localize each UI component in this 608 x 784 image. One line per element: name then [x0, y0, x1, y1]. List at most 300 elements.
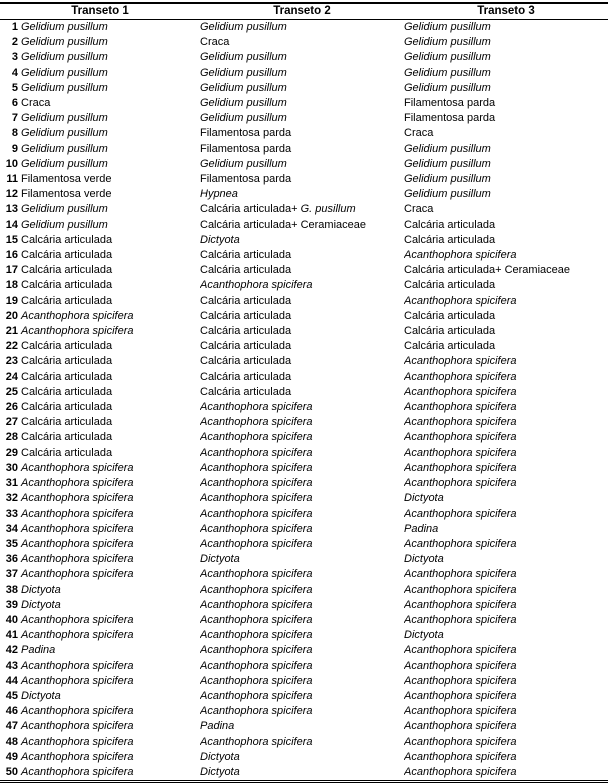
- species-text: Calcária articulada+ Ceramiaceae: [404, 264, 570, 277]
- species-text: Calcária articulada+: [200, 203, 301, 216]
- cell-transeto-1: [0, 172, 200, 187]
- table-row: [0, 278, 608, 293]
- cell-transeto-2: [200, 202, 404, 217]
- header-transeto-3: Transeto 3: [404, 3, 608, 20]
- cell-transeto-3: [404, 400, 608, 415]
- table-row: [0, 111, 608, 126]
- cell-transeto-2: [200, 233, 404, 248]
- species-text: Calcária articulada: [21, 431, 113, 444]
- table-row: [0, 704, 608, 719]
- species-text: Acanthophora spicifera: [404, 446, 517, 459]
- species-text: Dictyota: [200, 765, 240, 778]
- species-text: Padina: [21, 644, 56, 657]
- cell-transeto-2: [200, 126, 404, 141]
- species-text: Calcária articulada: [200, 340, 292, 353]
- cell-transeto-3: [404, 704, 608, 719]
- species-text: Calcária articulada: [21, 249, 113, 262]
- species-text: Acanthophora spicifera: [200, 416, 313, 429]
- cell-transeto-2: [200, 537, 404, 552]
- table-row: [0, 613, 608, 628]
- cell-transeto-2: [200, 35, 404, 50]
- species-text: Acanthophora spicifera: [404, 385, 517, 398]
- species-text: Filamentosa parda: [200, 173, 292, 186]
- species-text: Craca: [404, 203, 434, 216]
- row-number: 14: [5, 218, 18, 231]
- cell-transeto-3: [404, 476, 608, 491]
- species-text: Filamentosa parda: [404, 97, 496, 110]
- cell-transeto-1: [0, 263, 200, 278]
- cell-transeto-2: [200, 157, 404, 172]
- table-row: [0, 400, 608, 415]
- cell-transeto-3: [404, 765, 608, 782]
- cell-transeto-1: [0, 157, 200, 172]
- cell-transeto-3: [404, 354, 608, 369]
- cell-transeto-3: [404, 172, 608, 187]
- row-number: 6: [11, 97, 18, 110]
- cell-transeto-3: [404, 248, 608, 263]
- row-number: 9: [11, 142, 18, 155]
- cell-transeto-2: [200, 263, 404, 278]
- species-text: Dictyota: [21, 689, 61, 702]
- species-text: Acanthophora spicifera: [21, 765, 134, 778]
- table-row: [0, 309, 608, 324]
- species-text: Calcária articulada: [21, 446, 113, 459]
- cell-transeto-3: [404, 233, 608, 248]
- row-number: 23: [5, 355, 18, 368]
- cell-transeto-2: [200, 689, 404, 704]
- row-number: 19: [5, 294, 18, 307]
- species-text: Acanthophora spicifera: [21, 720, 134, 733]
- cell-transeto-1: [0, 750, 200, 765]
- row-number: 7: [11, 112, 18, 125]
- species-text: Acanthophora spicifera: [404, 249, 517, 262]
- row-number: 49: [5, 750, 18, 763]
- species-text: Calcária articulada: [21, 416, 113, 429]
- cell-transeto-2: [200, 324, 404, 339]
- cell-transeto-3: [404, 96, 608, 111]
- table-row: [0, 202, 608, 217]
- cell-transeto-1: [0, 567, 200, 582]
- table-row: [0, 50, 608, 65]
- species-text: Acanthophora spicifera: [200, 735, 313, 748]
- species-text: Acanthophora spicifera: [21, 659, 134, 672]
- cell-transeto-1: [0, 507, 200, 522]
- species-text: Acanthophora spicifera: [200, 629, 313, 642]
- row-number: 47: [5, 720, 18, 733]
- cell-transeto-1: [0, 628, 200, 643]
- cell-transeto-3: [404, 20, 608, 36]
- cell-transeto-3: [404, 278, 608, 293]
- cell-transeto-3: [404, 674, 608, 689]
- species-text: Calcária articulada: [404, 340, 496, 353]
- species-text: Acanthophora spicifera: [200, 401, 313, 414]
- cell-transeto-2: [200, 674, 404, 689]
- row-number: 10: [5, 157, 18, 170]
- table-row: [0, 324, 608, 339]
- species-text: Acanthophora spicifera: [21, 553, 134, 566]
- species-text: Acanthophora spicifera: [21, 325, 134, 338]
- cell-transeto-2: [200, 96, 404, 111]
- species-text: Acanthophora spicifera: [200, 461, 313, 474]
- species-text: Acanthophora spicifera: [404, 583, 517, 596]
- species-text: Acanthophora spicifera: [404, 705, 517, 718]
- species-text: Padina: [404, 522, 439, 535]
- cell-transeto-2: [200, 719, 404, 734]
- row-number: 30: [5, 461, 18, 474]
- species-text: Acanthophora spicifera: [200, 674, 313, 687]
- species-text: Gelidium pusillum: [21, 218, 108, 231]
- row-number: 33: [5, 507, 18, 520]
- row-number: 12: [5, 188, 18, 201]
- row-number: 32: [5, 492, 18, 505]
- cell-transeto-1: [0, 354, 200, 369]
- cell-transeto-2: [200, 400, 404, 415]
- table-row: [0, 233, 608, 248]
- species-text: Acanthophora spicifera: [200, 431, 313, 444]
- row-number: 26: [5, 401, 18, 414]
- table-row: [0, 522, 608, 537]
- cell-transeto-2: [200, 187, 404, 202]
- cell-transeto-2: [200, 248, 404, 263]
- table-row: [0, 415, 608, 430]
- cell-transeto-3: [404, 66, 608, 81]
- cell-transeto-1: [0, 446, 200, 461]
- species-text: Acanthophora spicifera: [200, 705, 313, 718]
- species-text: Acanthophora spicifera: [404, 507, 517, 520]
- table-row: [0, 583, 608, 598]
- table-row: [0, 719, 608, 734]
- cell-transeto-3: [404, 309, 608, 324]
- cell-transeto-1: [0, 96, 200, 111]
- cell-transeto-1: [0, 735, 200, 750]
- species-text: Gelidium pusillum: [404, 142, 491, 155]
- row-number: 28: [5, 431, 18, 444]
- cell-transeto-1: [0, 233, 200, 248]
- cell-transeto-1: [0, 613, 200, 628]
- species-text: Acanthophora spicifera: [21, 750, 134, 763]
- table-header: [0, 3, 608, 20]
- species-text: Acanthophora spicifera: [404, 765, 517, 778]
- species-text: Gelidium pusillum: [200, 51, 287, 64]
- cell-transeto-3: [404, 537, 608, 552]
- species-text: Acanthophora spicifera: [21, 613, 134, 626]
- cell-transeto-3: [404, 187, 608, 202]
- cell-transeto-1: [0, 294, 200, 309]
- species-text: Calcária articulada+ Ceramiaceae: [200, 218, 366, 231]
- species-text: Dictyota: [404, 629, 444, 642]
- species-text: Filamentosa verde: [21, 188, 112, 201]
- cell-transeto-3: [404, 613, 608, 628]
- species-text: Dictyota: [404, 553, 444, 566]
- cell-transeto-1: [0, 370, 200, 385]
- species-text: Gelidium pusillum: [21, 127, 108, 140]
- header-transeto-2: Transeto 2: [200, 3, 404, 20]
- cell-transeto-2: [200, 750, 404, 765]
- cell-transeto-1: [0, 537, 200, 552]
- cell-transeto-3: [404, 294, 608, 309]
- table-row: [0, 20, 608, 36]
- cell-transeto-3: [404, 643, 608, 658]
- cell-transeto-2: [200, 50, 404, 65]
- species-text: Craca: [404, 127, 434, 140]
- row-number: 18: [5, 279, 18, 292]
- cell-transeto-3: [404, 385, 608, 400]
- species-text: Acanthophora spicifera: [404, 431, 517, 444]
- species-text: Hypnea: [200, 188, 238, 201]
- cell-transeto-2: [200, 111, 404, 126]
- cell-transeto-1: [0, 385, 200, 400]
- cell-transeto-2: [200, 567, 404, 582]
- species-text: Calcária articulada: [21, 233, 113, 246]
- species-text: Acanthophora spicifera: [21, 492, 134, 505]
- table-row: [0, 446, 608, 461]
- header-transeto-1: Transeto 1: [0, 3, 200, 20]
- species-text: Craca: [21, 97, 51, 110]
- species-text: Acanthophora spicifera: [404, 370, 517, 383]
- row-number: 39: [5, 598, 18, 611]
- row-number: 38: [5, 583, 18, 596]
- cell-transeto-1: [0, 35, 200, 50]
- cell-transeto-2: [200, 628, 404, 643]
- row-number: 31: [5, 477, 18, 490]
- species-text: Gelidium pusillum: [200, 66, 287, 79]
- cell-transeto-3: [404, 415, 608, 430]
- cell-transeto-2: [200, 507, 404, 522]
- cell-transeto-2: [200, 339, 404, 354]
- species-text: Gelidium pusillum: [21, 142, 108, 155]
- cell-transeto-3: [404, 202, 608, 217]
- cell-transeto-3: [404, 50, 608, 65]
- species-text: Acanthophora spicifera: [21, 522, 134, 535]
- table-row: [0, 354, 608, 369]
- species-text: Calcária articulada: [21, 385, 113, 398]
- species-text: Gelidium pusillum: [21, 157, 108, 170]
- species-text: Acanthophora spicifera: [200, 446, 313, 459]
- table-body: [0, 20, 608, 782]
- cell-transeto-3: [404, 111, 608, 126]
- cell-transeto-3: [404, 324, 608, 339]
- cell-transeto-1: [0, 765, 200, 782]
- cell-transeto-2: [200, 613, 404, 628]
- species-text: Acanthophora spicifera: [21, 537, 134, 550]
- species-text: Acanthophora spicifera: [404, 294, 517, 307]
- species-text: Dictyota: [404, 492, 444, 505]
- cell-transeto-2: [200, 476, 404, 491]
- species-text: Dictyota: [200, 553, 240, 566]
- cell-transeto-1: [0, 202, 200, 217]
- species-text: Gelidium pusillum: [404, 188, 491, 201]
- row-number: 4: [11, 66, 18, 79]
- cell-transeto-2: [200, 461, 404, 476]
- cell-transeto-3: [404, 142, 608, 157]
- row-number: 3: [11, 51, 18, 64]
- species-text: Gelidium pusillum: [21, 81, 108, 94]
- species-text: G. pusillum: [300, 203, 356, 216]
- species-text: Acanthophora spicifera: [200, 279, 313, 292]
- row-number: 5: [11, 81, 18, 94]
- table-row: [0, 142, 608, 157]
- table-row: [0, 370, 608, 385]
- species-text: Acanthophora spicifera: [200, 583, 313, 596]
- species-text: Acanthophora spicifera: [404, 416, 517, 429]
- cell-transeto-3: [404, 750, 608, 765]
- row-number: 41: [5, 629, 18, 642]
- cell-transeto-3: [404, 719, 608, 734]
- cell-transeto-3: [404, 491, 608, 506]
- cell-transeto-3: [404, 628, 608, 643]
- table-row: [0, 598, 608, 613]
- species-text: Acanthophora spicifera: [404, 401, 517, 414]
- cell-transeto-1: [0, 461, 200, 476]
- species-text: Acanthophora spicifera: [200, 644, 313, 657]
- species-text: Gelidium pusillum: [200, 21, 287, 33]
- cell-transeto-1: [0, 248, 200, 263]
- species-text: Acanthophora spicifera: [404, 477, 517, 490]
- species-text: Dictyota: [200, 750, 240, 763]
- species-text: Acanthophora spicifera: [200, 537, 313, 550]
- cell-transeto-3: [404, 552, 608, 567]
- cell-transeto-1: [0, 689, 200, 704]
- species-text: Acanthophora spicifera: [21, 477, 134, 490]
- cell-transeto-2: [200, 583, 404, 598]
- species-text: Acanthophora spicifera: [200, 659, 313, 672]
- table-row: [0, 537, 608, 552]
- cell-transeto-2: [200, 354, 404, 369]
- species-text: Gelidium pusillum: [404, 36, 491, 49]
- species-text: Gelidium pusillum: [200, 157, 287, 170]
- table-row: [0, 765, 608, 782]
- table-row: [0, 491, 608, 506]
- species-text: Dictyota: [200, 233, 240, 246]
- species-text: Acanthophora spicifera: [21, 674, 134, 687]
- row-number: 11: [6, 173, 18, 186]
- cell-transeto-1: [0, 50, 200, 65]
- species-text: Gelidium pusillum: [21, 112, 108, 125]
- row-number: 48: [5, 735, 18, 748]
- row-number: 13: [5, 203, 18, 216]
- cell-transeto-1: [0, 643, 200, 658]
- table-row: [0, 294, 608, 309]
- cell-transeto-1: [0, 491, 200, 506]
- species-text: Acanthophora spicifera: [404, 644, 517, 657]
- species-text: Gelidium pusillum: [200, 97, 287, 110]
- species-text: Acanthophora spicifera: [21, 568, 134, 581]
- cell-transeto-2: [200, 66, 404, 81]
- species-text: Craca: [200, 36, 230, 49]
- header-row: [0, 3, 608, 20]
- row-number: 21: [5, 325, 18, 338]
- row-number: 20: [5, 309, 18, 322]
- row-number: 46: [5, 705, 18, 718]
- cell-transeto-3: [404, 689, 608, 704]
- species-text: Acanthophora spicifera: [200, 613, 313, 626]
- cell-transeto-1: [0, 81, 200, 96]
- species-text: Gelidium pusillum: [200, 112, 287, 125]
- cell-transeto-1: [0, 583, 200, 598]
- cell-transeto-2: [200, 385, 404, 400]
- cell-transeto-1: [0, 430, 200, 445]
- table-row: [0, 157, 608, 172]
- cell-transeto-3: [404, 126, 608, 141]
- cell-transeto-3: [404, 218, 608, 233]
- table-row: [0, 567, 608, 582]
- cell-transeto-2: [200, 491, 404, 506]
- row-number: 50: [5, 765, 18, 778]
- row-number: 25: [5, 385, 18, 398]
- row-number: 8: [11, 127, 18, 140]
- cell-transeto-3: [404, 446, 608, 461]
- species-text: Acanthophora spicifera: [21, 507, 134, 520]
- cell-transeto-1: [0, 309, 200, 324]
- species-text: Calcária articulada: [21, 294, 113, 307]
- species-text: Calcária articulada: [21, 279, 113, 292]
- row-number: 44: [5, 674, 18, 687]
- species-text: Gelidium pusillum: [404, 21, 491, 33]
- row-number: 17: [5, 264, 18, 277]
- table-row: [0, 66, 608, 81]
- table-row: [0, 659, 608, 674]
- species-text: Gelidium pusillum: [21, 51, 108, 64]
- cell-transeto-2: [200, 522, 404, 537]
- cell-transeto-1: [0, 415, 200, 430]
- table-row: [0, 187, 608, 202]
- species-text: Dictyota: [21, 583, 61, 596]
- species-text: Acanthophora spicifera: [21, 735, 134, 748]
- cell-transeto-2: [200, 294, 404, 309]
- cell-transeto-3: [404, 157, 608, 172]
- cell-transeto-1: [0, 142, 200, 157]
- species-text: Acanthophora spicifera: [404, 689, 517, 702]
- row-number: 42: [5, 644, 18, 657]
- species-text: Acanthophora spicifera: [200, 507, 313, 520]
- cell-transeto-2: [200, 659, 404, 674]
- table-row: [0, 735, 608, 750]
- cell-transeto-3: [404, 81, 608, 96]
- table-row: [0, 689, 608, 704]
- table-row: [0, 248, 608, 263]
- species-text: Acanthophora spicifera: [404, 537, 517, 550]
- row-number: 45: [5, 689, 18, 702]
- species-text: Filamentosa parda: [404, 112, 496, 125]
- species-text: Acanthophora spicifera: [21, 629, 134, 642]
- row-number: 15: [5, 233, 18, 246]
- cell-transeto-3: [404, 659, 608, 674]
- species-text: Calcária articulada: [21, 355, 113, 368]
- table-row: [0, 96, 608, 111]
- cell-transeto-2: [200, 278, 404, 293]
- table-row: [0, 750, 608, 765]
- species-text: Calcária articulada: [200, 264, 292, 277]
- table-row: [0, 628, 608, 643]
- transect-table: [0, 2, 608, 783]
- cell-transeto-2: [200, 415, 404, 430]
- cell-transeto-1: [0, 704, 200, 719]
- cell-transeto-1: [0, 126, 200, 141]
- table-row: [0, 81, 608, 96]
- species-text: Acanthophora spicifera: [404, 461, 517, 474]
- row-number: 43: [5, 659, 18, 672]
- cell-transeto-2: [200, 142, 404, 157]
- cell-transeto-3: [404, 339, 608, 354]
- species-text: Gelidium pusillum: [404, 66, 491, 79]
- cell-transeto-1: [0, 400, 200, 415]
- row-number: 40: [5, 613, 18, 626]
- cell-transeto-2: [200, 81, 404, 96]
- species-text: Gelidium pusillum: [404, 51, 491, 64]
- species-text: Acanthophora spicifera: [404, 568, 517, 581]
- cell-transeto-2: [200, 309, 404, 324]
- cell-transeto-1: [0, 66, 200, 81]
